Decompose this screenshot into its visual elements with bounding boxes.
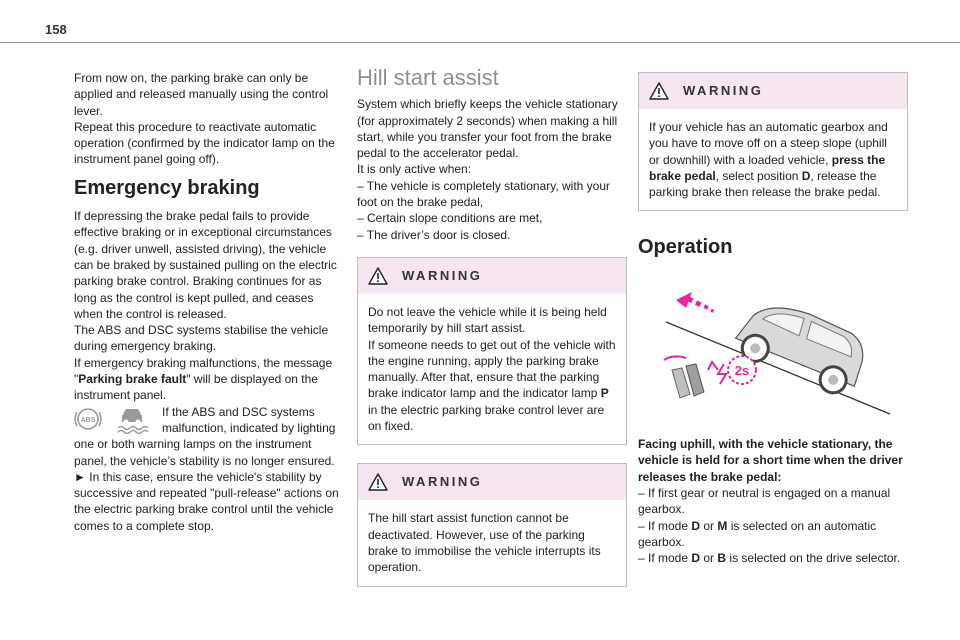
warning-box-1-body <box>358 294 626 444</box>
warning-box-1 <box>357 257 627 445</box>
intro-paragraph-2: Repeat this procedure to reactivate automatic operation (confirmed by the indicator lamp on the instrument panel going off). <box>74 119 335 167</box>
dsc-stability-icon <box>114 404 150 434</box>
svg-text:ABS: ABS <box>80 416 96 424</box>
column-right <box>638 70 908 566</box>
warning-box-3-header <box>639 73 907 109</box>
pedals-icon <box>664 356 726 398</box>
header-rule <box>0 42 960 43</box>
warning-box-3 <box>638 72 908 211</box>
warning-box-3-title: WARNING <box>683 82 764 98</box>
condition-item-3: – The driver’s door is closed. <box>357 227 511 242</box>
warning-triangle-icon <box>368 267 388 285</box>
warning-box-1-paragraph-2: If someone needs to get out of the vehicle with the engine running, apply the parking brake manually. After that, ensure that the parking brake indicator lamp and the indicator lamp P in the electric parking brake control lever are on fixed. <box>368 337 616 434</box>
car-icon <box>730 292 873 400</box>
warning-box-3-body <box>639 109 907 210</box>
abs-dsc-text: If the ABS and DSC systems malfunction, indicated by lighting one or both warning lamps on the instrument panel, the vehicle’s stability is no longer ensured. <box>74 404 336 468</box>
hill-paragraph-2: It is only active when: <box>357 162 472 177</box>
condition-item-2: – Certain slope conditions are met, <box>357 211 543 226</box>
intro-paragraph-1: From now on, the parking brake can only be applied and released manually using the control lever. <box>74 71 329 118</box>
column-middle <box>357 65 627 587</box>
hill-start-illustration <box>638 274 898 424</box>
warning-box-2-body <box>358 500 626 585</box>
warning-box-2-title: WARNING <box>402 474 483 490</box>
motion-arrow-icon <box>676 292 714 313</box>
operation-item-2: – If mode D or M is selected on an automatic gearbox. <box>638 518 877 549</box>
heading-hill-start-assist: Hill start assist <box>357 65 499 90</box>
warning-box-1-paragraph-1: Do not leave the vehicle while it is being held temporarily by hill start assist. <box>368 304 607 336</box>
operation-caption: Facing uphill, with the vehicle stationary, the vehicle is held for a short time when the driver releases the brake pedal: <box>638 437 903 484</box>
heading-operation: Operation <box>638 236 733 259</box>
timer-2s-badge <box>728 356 756 384</box>
warning-box-2 <box>357 463 627 586</box>
abs-dsc-icons <box>74 404 152 434</box>
column-left <box>74 70 344 534</box>
page-number: 158 <box>45 22 67 37</box>
warning-triangle-icon <box>368 473 388 491</box>
hill-paragraph-1: System which briefly keeps the vehicle stationary (for approximately 2 seconds) when making a hill start, while you transfer your foot from the brake pedal to the accelerator pedal. <box>357 97 618 161</box>
emergency-paragraph-3: If emergency braking malfunctions, the message "Parking brake fault" will be displayed on the instrument panel. <box>74 355 333 403</box>
svg-text:2s: 2s <box>734 362 750 378</box>
warning-box-2-text: The hill start assist function cannot be deactivated. However, use of the parking brake to immobilise the vehicle interrupts its operation. <box>368 511 601 575</box>
operation-item-1: – If first gear or neutral is engaged on a manual gearbox. <box>638 485 891 517</box>
warning-box-1-header <box>358 258 626 294</box>
bullet-instruction: ► In this case, ensure the vehicle's stability by successive and repeated "pull-release" actions on the electric parking brake control until the vehicle comes to a complete stop. <box>74 469 339 533</box>
warning-box-2-header <box>358 464 626 500</box>
emergency-paragraph-1: If depressing the brake pedal fails to provide effective braking or in exceptional circumstances (e.g. driver unwell, assisted driving), the vehicle can be braked by sustained pulling on the electric parking brake control. Braking continues for as long as the control is kept pulled, and ceases when the control is released. <box>74 209 337 321</box>
warning-box-3-text: If your vehicle has an automatic gearbox and you have to move off on a steep slope (uphill or downhill) with a loaded vehicle, press the brake pedal, select position D, release the parking brake then release the brake pedal. <box>649 120 888 200</box>
heading-emergency-braking: Emergency braking <box>74 176 260 199</box>
abs-dsc-note <box>74 404 344 469</box>
condition-item-1: – The vehicle is completely stationary, with your foot on the brake pedal, <box>357 178 611 210</box>
warning-triangle-icon <box>649 82 669 100</box>
emergency-paragraph-2: The ABS and DSC systems stabilise the vehicle during emergency braking. <box>74 323 329 354</box>
warning-box-1-title: WARNING <box>402 267 483 283</box>
operation-item-3: – If mode D or B is selected on the drive selector. <box>638 551 901 566</box>
